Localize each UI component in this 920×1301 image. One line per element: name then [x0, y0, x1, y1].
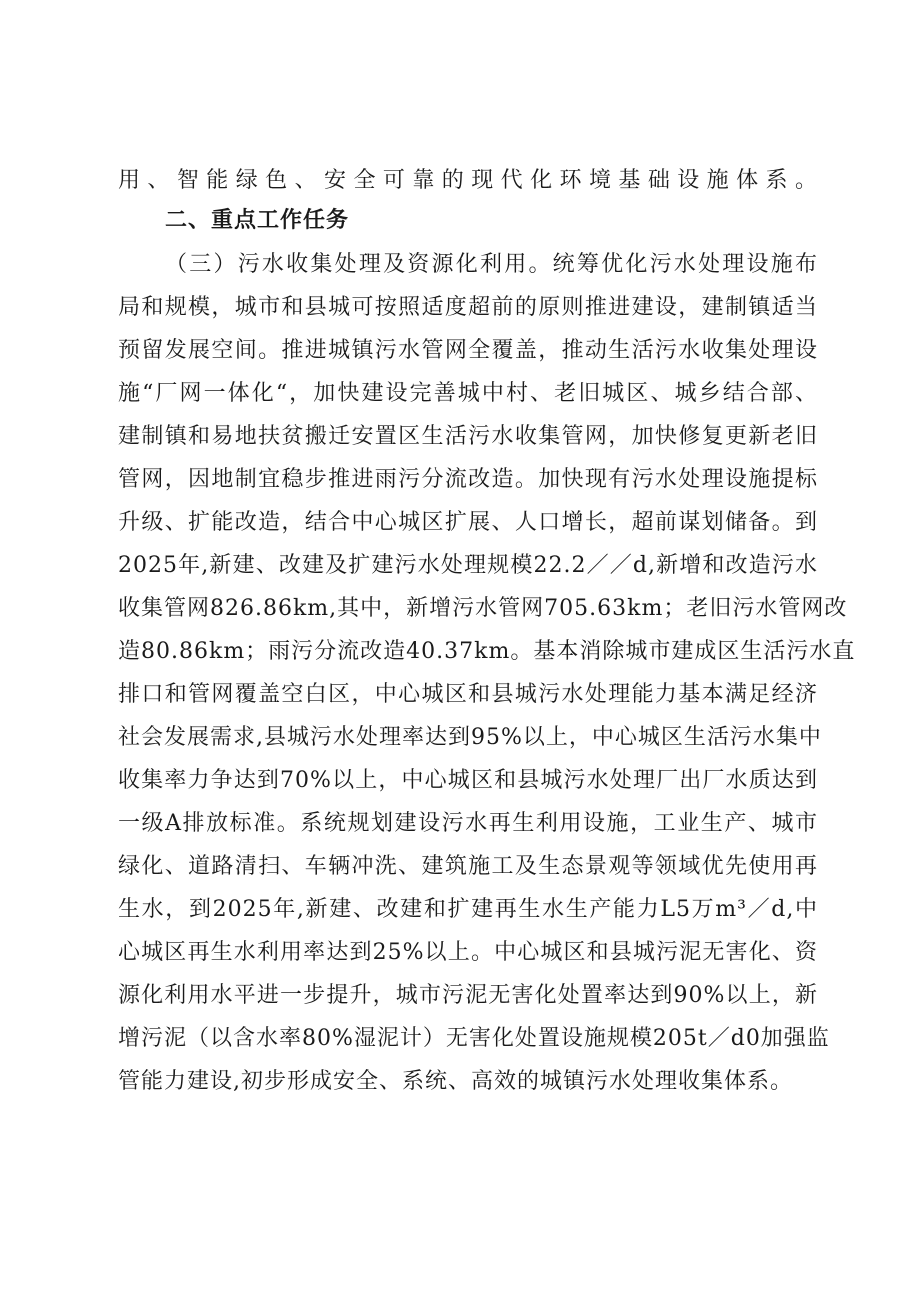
paragraph-line-4: 施“厂网一体化“，加快建设完善城中村、老旧城区、城乡结合部、	[118, 381, 818, 406]
paragraph-line-8: 2025年,新建、改建及扩建污水处理规模22.2／／d,新增和改造污水	[118, 553, 818, 578]
intro-line: 用、智能绿色、安全可靠的现代化环境基础设施体系。	[118, 168, 818, 193]
paragraph-line-9: 收集管网826.86km,其中，新增污水管网705.63km；老旧污水管网改	[118, 596, 848, 621]
paragraph-line-2: 局和规模，城市和县城可按照适度超前的原则推进建设，建制镇适当	[118, 295, 818, 320]
paragraph-line-16: 生水，到2025年,新建、改建和扩建再生水生产能力L5万m³／d,中	[118, 897, 818, 922]
paragraph-line-1: （三）污水收集处理及资源化利用。统筹优化污水处理设施布	[165, 252, 818, 277]
paragraph-line-7: 升级、扩能改造，结合中心城区扩展、人口增长，超前谋划储备。到	[118, 510, 818, 535]
paragraph-line-20: 管能力建设,初步形成安全、系统、高效的城镇污水处理收集体系。	[118, 1069, 793, 1094]
paragraph-line-12: 社会发展需求,县城污水处理率达到95%以上，中心城区生活污水集中	[118, 725, 822, 750]
section-heading: 二、重点工作任务	[165, 208, 350, 233]
paragraph-line-15: 绿化、道路清扫、车辆冲洗、建筑施工及生态景观等领域优先使用再	[118, 854, 818, 879]
paragraph-line-14: 一级A排放标准。系统规划建设污水再生利用设施，工业生产、城市	[118, 811, 818, 836]
paragraph-line-17: 心城区再生水利用率达到25%以上。中心城区和县城污泥无害化、资	[118, 940, 818, 965]
paragraph-line-6: 管网，因地制宜稳步推进雨污分流改造。加快现有污水处理设施提标	[118, 467, 818, 492]
paragraph-line-11: 排口和管网覆盖空白区，中心城区和县城污水处理能力基本满足经济	[118, 682, 818, 707]
paragraph-line-18: 源化利用水平进一步提升，城市污泥无害化处置率达到90%以上，新	[118, 983, 818, 1008]
paragraph-line-3: 预留发展空间。推进城镇污水管网全覆盖，推动生活污水收集处理设	[118, 338, 818, 363]
paragraph-line-10: 造80.86km；雨污分流改造40.37km。基本消除城市建成区生活污水直	[118, 639, 856, 664]
paragraph-line-19: 增污泥（以含水率80%湿泥计）无害化处置设施规模205t／d0加强监	[118, 1026, 830, 1051]
paragraph-line-13: 收集率力争达到70%以上，中心城区和县城污水处理厂出厂水质达到	[118, 768, 818, 793]
paragraph-line-5: 建制镇和易地扶贫搬迁安置区生活污水收集管网，加快修复更新老旧	[118, 424, 818, 449]
